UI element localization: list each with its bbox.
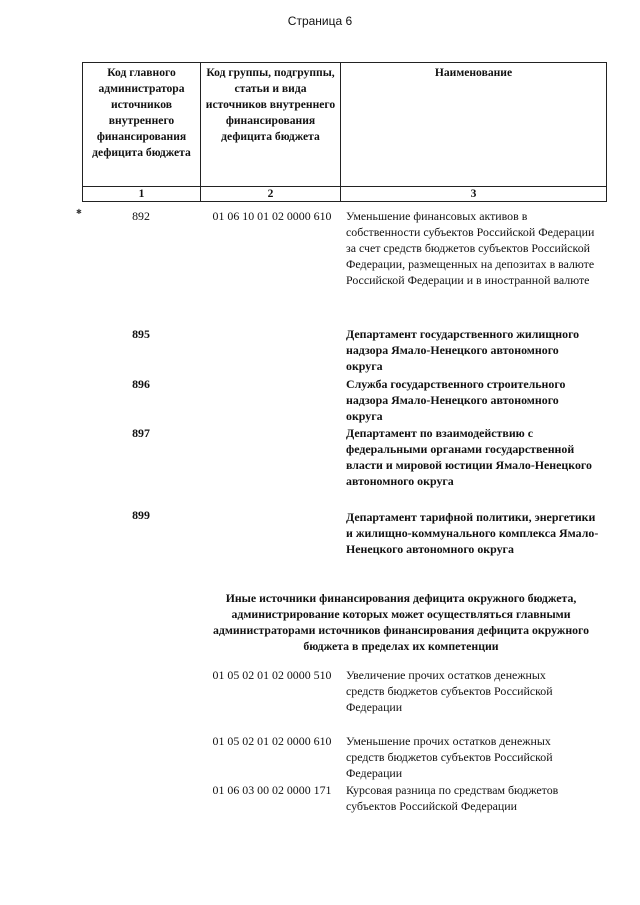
header-num-2: 2 xyxy=(201,187,341,202)
header-num-3: 3 xyxy=(341,187,607,202)
header-table xyxy=(82,62,607,202)
source-name: Увеличение прочих остатков денежных средств бюджетов субъектов Российской Федерации xyxy=(346,668,553,715)
admin-code: 895 xyxy=(132,327,150,341)
admin-name: Департамент тарифной политики, энергетики и жилищно-коммунального комплекса Ямало-Ненецкого автономного округа xyxy=(346,510,599,557)
source-code: 01 05 02 01 02 0000 510 xyxy=(212,668,332,682)
admin-name: Департамент по взаимодействию с федеральными органами государственной власти и мировой юстиции Ямало-Ненецкого автономного округа xyxy=(346,426,592,489)
admin-name: Служба государственного строительного надзора Ямало-Ненецкого автономного округа xyxy=(346,377,566,424)
admin-code: 899 xyxy=(132,508,150,522)
source-name: Курсовая разница по средствам бюджетов субъектов Российской Федерации xyxy=(346,783,559,814)
admin-name: Департамент государственного жилищного надзора Ямало-Ненецкого автономного округа xyxy=(346,327,580,374)
source-code: 01 06 10 01 02 0000 610 xyxy=(212,209,332,223)
header-col-admin-code: Код главного администратора источников внутреннего финансирования дефицита бюджета xyxy=(83,63,201,187)
source-name: Уменьшение финансовых активов в собственности субъектов Российской Федерации за счет средств бюджетов субъектов Российской Федерации, размещенных на депозитах в валюте Российской Федерации и в иностранной валюте xyxy=(346,209,595,288)
header-num-1: 1 xyxy=(83,187,201,202)
section-title: Иные источники финансирования дефицита окружного бюджета, администрирование которых может осуществляться главными администраторами источников финансирования дефицита окружного бюджета в пределах их компетенции xyxy=(212,591,590,653)
scan-mark: ✱ xyxy=(76,208,82,216)
admin-code: 892 xyxy=(132,209,150,223)
source-code: 01 06 03 00 02 0000 171 xyxy=(212,783,332,797)
source-code: 01 05 02 01 02 0000 610 xyxy=(212,734,332,748)
admin-code: 897 xyxy=(132,426,150,440)
admin-code: 896 xyxy=(132,377,150,391)
header-col-group-code: Код группы, подгруппы, статьи и вида источников внутреннего финансирования дефицита бюджета xyxy=(201,63,341,187)
header-col-name: Наименование xyxy=(341,63,607,187)
page-number-label: Страница 6 xyxy=(287,14,353,28)
source-name: Уменьшение прочих остатков денежных средств бюджетов субъектов Российской Федерации xyxy=(346,734,553,781)
